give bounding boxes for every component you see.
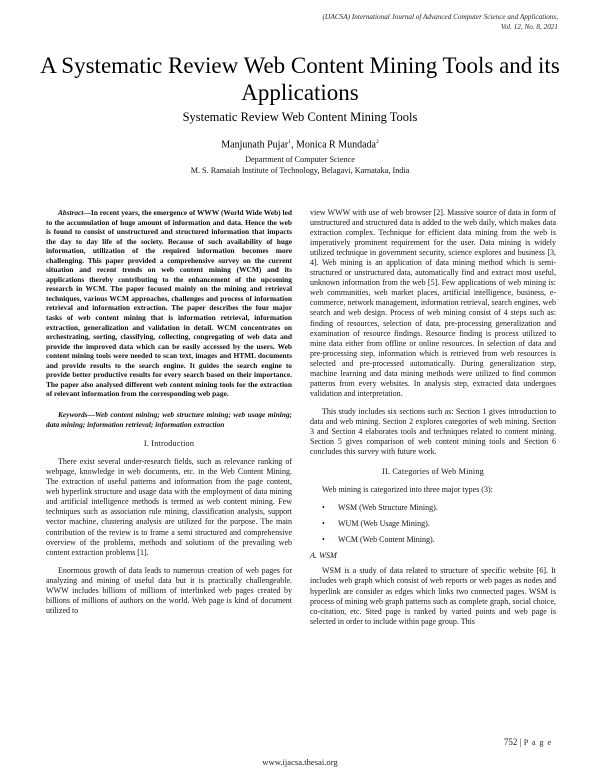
- abstract: [46, 208, 292, 399]
- section-heading: I. Introduction: [143, 439, 195, 449]
- paragraph: Enormous growth of data leads to numerous creation of web pages for analyzing and mining of useful data but it is practically challengeable. WWW includes billions of millions of interlinked web pages created by billions of millions of authors on the world. Web page is kind of document utilized to: [46, 565, 292, 615]
- list-item-text: WSM (Web Structure Mining).: [338, 503, 438, 513]
- keywords-label: Keywords—: [58, 409, 95, 419]
- author-affiliation-mark: 2: [375, 139, 379, 145]
- page-number-value: 752: [503, 737, 518, 747]
- paragraph: WSM is a study of data related to structure of specific website [6]. It includes web graph which consist of web reports or web pages as nodes and hyperlink are consider as edges which links two connected pages. WSM is process of mining web graph patterns such as complete graph, social choice, co-citation, etc. Sited page is ranked by varied points and web page is selected in order to include within page group. This: [310, 566, 556, 626]
- keywords: [46, 410, 292, 429]
- author-separator: ,: [290, 139, 296, 151]
- author-name: Monica R Mundada: [295, 139, 376, 151]
- list-item: [310, 503, 556, 513]
- author-list: [30, 139, 570, 150]
- category-list: [310, 503, 556, 545]
- author-affiliation-mark: 1: [288, 139, 291, 145]
- page-number-separator: |: [517, 737, 524, 747]
- list-item: [310, 519, 556, 529]
- journal-name: (IJACSA) International Journal of Advanced Computer Science and Applications,: [322, 13, 558, 21]
- bullet-icon: •: [322, 519, 325, 529]
- paragraph: view WWW with use of web browser [2]. Massive source of data in form of unstructured and structured data is added to the web daily, which makes data extraction complex. Technique for efficient data mining from the web is imperatively prominent requirement for the user. Data mining is widely utilized technique in government security, science explores and business [3, 4]. Web mining is an application of data mining method which is semi-structured or unstructured data, automatically find and extract most useful, unknown information from the web [5]. Few applications of web mining is: web communities, web market places, artificial intelligence, business, e-commerce, network management, information retrieval, search engines, web search and web design. Process of web mining consist of 4 steps such as: finding of resources, selection of data, pre-processing generalization and examination of resource findings. Resource finding is process utilized to mine data either from offline or online resources. In selection of data and pre-processing step, information which is retrieved from web resources is selected and pre-processed automatically. During generalization step, machine learning and data mining methods were utilized to find common patterns from every websites. In analysis step, extracted data undergoes validation and interpretation.: [310, 208, 556, 398]
- journal-volume: Vol. 12, No. 8, 2021: [500, 23, 558, 31]
- subsection-heading: A. WSM: [310, 551, 337, 561]
- list-item: [310, 535, 556, 545]
- bullet-icon: •: [322, 503, 325, 513]
- affiliation-institute: M. S. Ramaiah Institute of Technology, Belagavi, Karnataka, India: [190, 165, 410, 175]
- affiliation-department: Department of Computer Science: [245, 155, 355, 164]
- journal-header: [228, 12, 558, 32]
- paragraph: There exist several under-research fields, such as relevance ranking of webpage, knowledge in web documents, etc. in the Web Content Mining. The extraction of useful patterns and information from the page content, web hyperlink structure and usage data with the employment of data mining and artificial intelligence methods is termed as web content mining. Few techniques such as association rule mining, classification analysis, support vector machine, clustering analysis are utilized for the purpose. The main contribution of the review is to frame a semi structured and comprehensive overview of the problems, methods and solutions of the prevailing web content extraction problems [1].: [46, 457, 292, 557]
- list-item-text: WCM (Web Content Mining).: [338, 535, 435, 545]
- paragraph: This study includes six sections such as: Section 1 gives introduction to data and web mining. Section 2 explores categories of web mining. Section 3 and Section 4 elaborates tools and techniques related to content mining. Section 5 gives comparison of web content mining tools and Section 6 concludes this survey with future work.: [310, 406, 556, 457]
- keywords-text: Web content mining; web structure mining; web usage mining; data mining; information retrieval; information extraction: [46, 409, 292, 429]
- list-item-text: WUM (Web Usage Mining).: [338, 519, 430, 529]
- left-column: [46, 208, 292, 624]
- author-name: Manjunath Pujar: [221, 139, 289, 151]
- paper-subtitle: Systematic Review Web Content Mining Tools: [182, 110, 418, 124]
- page-number: [504, 737, 552, 747]
- right-column: [310, 208, 556, 635]
- bullet-icon: •: [322, 535, 325, 545]
- paragraph: Web mining is categorized into three major types (3):: [322, 485, 493, 495]
- affiliation: [30, 155, 570, 176]
- abstract-text: In recent years, the emergence of WWW (World Wide Web) led to the accumulation of huge amount of information and data. Hence the web is found to consist of unstructured and structured information that impacts the day to day life of the society. Because of such availability of huge information, utilization of the required information becomes more challenging. This paper provided a comprehensive survey on the current situation and recent trends on web content mining (WCM) and its applications thereby contributing to the enhancement of the upcoming research in WCM. The paper focused mainly on the mining and retrieval techniques, various WCM approaches, challenges and process of information retrieval and information extraction. The paper describes the four major tasks of web content mining that is information retrieval, information extraction, generalization and validation in detail. WCM concentrates on orchestrating, sorting, classifying, collecting, congregating of web data and provide the improved data which can be easily accessed by the users. Web content mining tools were needed to scan text, images and HTML documents and provide results to the search engine. It guides the search engine to provide better productive results for every search based on their importance. The paper also analysed different web content mining tools for the extraction of relevant information from the corresponding web page.: [46, 208, 292, 399]
- footer-url: www.ijacsa.thesai.org: [262, 757, 338, 767]
- page-word: P a g e: [523, 738, 552, 747]
- paper-title: A Systematic Review Web Content Mining Tools and its Applications: [40, 53, 560, 105]
- abstract-label: Abstract—: [58, 208, 91, 217]
- section-heading: II. Categories of Web Mining: [382, 467, 484, 477]
